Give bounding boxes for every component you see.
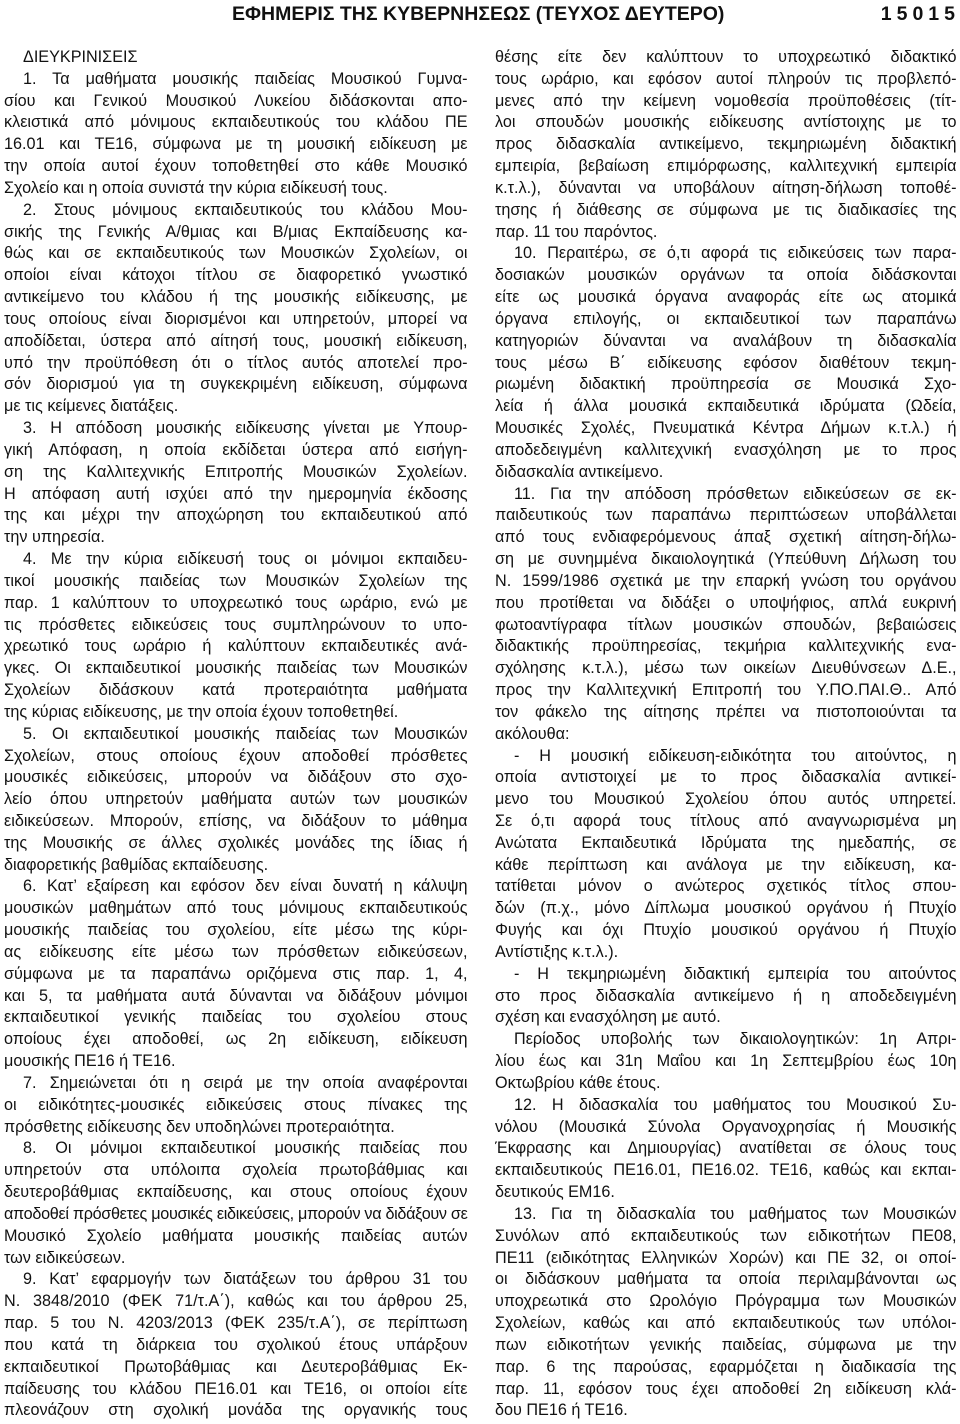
- text-line: [495, 374, 957, 396]
- text-line: [495, 1291, 957, 1313]
- text-line-content: Ν. 3848/2010 (ΦΕΚ 71/τ.Α΄), καθώς και του άρθρου 25,: [4, 1292, 468, 1311]
- text-line-content: τικοί μουσικής παιδείας των Μουσικών Σχολείων της: [4, 571, 468, 590]
- text-line: [495, 1357, 957, 1379]
- paragraph: [4, 418, 468, 549]
- paragraph: [495, 1029, 957, 1094]
- text-line-content: λίου έως και 31η Μαΐου και 1η Σεπτεμβρίου έως 10η: [495, 1052, 957, 1071]
- text-line-content: 5. Οι εκπαιδευτικοί μουσικής παιδείας των Μουσικών: [23, 724, 468, 743]
- text-line: [495, 876, 957, 898]
- text-line: [495, 986, 957, 1008]
- text-line-content: 3. Η απόδοση μουσικής ειδίκευσης γίνεται με Υπουρ-: [23, 419, 468, 438]
- text-line-content: παρ. 11 του παρόντος.: [495, 222, 658, 241]
- text-line-content: Έκφρασης και Δημιουργίας) ανατίθεται σε όλους τους: [495, 1139, 957, 1158]
- text-line: [495, 1095, 957, 1117]
- text-line-content: οι διδάσκουν μαθήματα τα οποία περιλαμβάνονται ως: [495, 1270, 957, 1289]
- text-line: [4, 178, 468, 200]
- text-line: [4, 1313, 468, 1335]
- text-line-content: στο προς διδασκαλία αντικείμενο ή η αποδεδειγμένη: [495, 986, 957, 1005]
- text-line: [4, 1379, 468, 1401]
- text-line-content: που κατά τη διάρκεια του σχολικού έτους υπάρξουν: [4, 1335, 468, 1354]
- text-line: [495, 702, 957, 724]
- text-line-content: οποίοι είναι κάτοχοι τίτλου σε διαφορετικό γνωστικό: [4, 266, 468, 285]
- text-line-content: ας ειδίκευσης είτε μέσω των πρόσθετων ειδικεύσεων,: [4, 942, 468, 961]
- text-line: [495, 1248, 957, 1270]
- text-line-content: 1. Τα μαθήματα μουσικής παιδείας Μουσικού Γυμνα-: [23, 69, 468, 88]
- text-line-content: διαφορετικής βαθμίδας εκπαίδευσης.: [4, 855, 269, 874]
- text-line-content: Περίοδος υποβολής των δικαιολογητικών: 1η Απρι-: [514, 1030, 957, 1049]
- text-line: [495, 1204, 957, 1226]
- text-line: [495, 855, 957, 877]
- left-column: [4, 47, 468, 1422]
- text-line-content: γκες. Οι εκπαιδευτικοί μουσικής παιδείας των Μουσικών: [4, 659, 468, 678]
- paragraph: [495, 746, 957, 964]
- text-line-content: νόλου (Μουσικά Σύνολα Οργανοχρησίας ή Μουσικής: [495, 1117, 957, 1136]
- text-line: [495, 593, 957, 615]
- paragraph: [4, 1269, 468, 1422]
- paragraph: [495, 1204, 957, 1422]
- section-heading: ΔΙΕΥΚΡΙΝΙΣΕΙΣ: [23, 48, 138, 66]
- paragraph: [4, 549, 468, 724]
- text-line: [4, 287, 468, 309]
- text-line-content: 4. Με την κύρια ειδίκευσή τους οι μόνιμοι εκπαιδευ-: [23, 550, 468, 569]
- text-line-content: κλειστικά από μόνιμους εκπαιδευτικούς του κλάδου ΠΕ: [4, 113, 468, 132]
- text-line-content: μουσικής παιδείας του σχολείου, είτε μέσω της κύρι-: [4, 921, 468, 940]
- text-line-content: πρόσθετης ειδίκευσης δεν υποδηλώνει προτεραιότητα.: [4, 1117, 395, 1136]
- text-line-content: παρ. 5 του Ν. 4203/2013 (ΦΕΚ 235/τ.Α΄), σε περίπτωση: [4, 1314, 468, 1333]
- text-line-content: είτε ως μουσικά όργανα αναφοράς είτε ως ατομικά: [495, 288, 957, 307]
- text-line: [4, 658, 468, 680]
- text-line: [4, 265, 468, 287]
- text-line: [495, 964, 957, 986]
- text-line-content: δοσιακών μουσικών οργάνων τα οποία διδάσκονται: [495, 266, 957, 285]
- text-line-content: Οκτωβρίου κάθε έτους.: [495, 1073, 661, 1092]
- text-line: [495, 331, 957, 353]
- paragraph: [495, 484, 957, 746]
- gazette-title: ΕΦΗΜΕΡΙΣ ΤΗΣ ΚΥΒΕΡΝΗΣΕΩΣ (ΤΕΥΧΟΣ ΔΕΥΤΕΡΟ): [232, 3, 725, 25]
- text-line: [495, 527, 957, 549]
- text-line-content: τις πρόσθετες ειδικεύσεις τους συμπληρώνουν το υπο-: [4, 615, 468, 634]
- text-line-content: κάθε περίπτωση και ανάλογα με την ειδίκευση, κα-: [495, 855, 957, 874]
- paragraph: [495, 47, 957, 243]
- text-line: [4, 1269, 468, 1291]
- text-line-content: Σχολείων, στους οποίους έχουν αποδοθεί πρόσθετες: [4, 746, 468, 765]
- text-line-content: ακόλουθα:: [495, 724, 570, 743]
- text-line-content: παρ. 11, εφόσον τους έχει αποδοθεί 2η ειδίκευση κλά-: [495, 1379, 957, 1398]
- text-line: [495, 265, 957, 287]
- text-line-content: ση με συνημμένα δικαιολογητικά (Υπεύθυνη Δήλωση του: [495, 550, 957, 569]
- paragraph: [4, 1138, 468, 1269]
- text-line-content: υποχρεωτικά στο Ωρολόγιο Πρόγραμμα των Μουσικών: [495, 1292, 957, 1311]
- text-line-content: την οποία αυτοί έχουν τοποθετηθεί στο κάθε Μουσικό: [4, 157, 468, 176]
- text-line: [495, 418, 957, 440]
- text-line: [4, 898, 468, 920]
- text-line: [495, 1138, 957, 1160]
- text-line-content: αποδεδειγμένη καλλιτεχνική ενασχόληση με το προς: [495, 440, 957, 459]
- paragraph: [4, 1073, 468, 1138]
- text-line-content: φωτοαντίγραφα τίτλων μουσικών σπουδών, βεβαιώσεις: [495, 615, 957, 634]
- text-line-content: σόν διορισμού για τη συγκεκριμένη ειδίκευση, σύμφωνα: [4, 375, 468, 394]
- text-line-content: διδακτικής προϋπηρεσίας, τεκμήρια καλλιτεχνικής ενα-: [495, 637, 957, 656]
- text-line-content: όργανα επιλογής, οι εκπαιδευτικοί των παραπάνω: [495, 309, 957, 328]
- text-line-content: εκπαιδευτικοί Πρωτοβάθμιας και Δευτεροβάθμιας Εκ-: [4, 1357, 468, 1376]
- paragraph: [4, 724, 468, 877]
- text-line: [495, 767, 957, 789]
- text-line: [495, 396, 957, 418]
- text-line-content: αποδοθεί πρόσθετες μουσικές ειδικεύσεις, μπορούν να διδάξουν σε: [4, 1204, 468, 1223]
- text-line: [4, 571, 468, 593]
- text-line: [495, 1400, 957, 1422]
- text-line: [495, 47, 957, 69]
- text-line-content: μουσικών μαθημάτων από τους μόνιμους εκπαιδευτικούς: [4, 899, 468, 918]
- text-line: [4, 1291, 468, 1313]
- text-line: [4, 505, 468, 527]
- text-line-content: θώς και σε εκπαιδευτικούς των Μουσικών Σχολείων, οι: [4, 244, 468, 263]
- text-line: [4, 243, 468, 265]
- text-line-content: σικής της Γενικής Α/θμιας και Β/μιας Εκπαίδευσης κα-: [4, 222, 468, 241]
- page-number: 15015: [880, 3, 960, 25]
- text-line: [495, 898, 957, 920]
- text-line: [495, 811, 957, 833]
- text-line-content: μουσικής ΠΕ16 ή ΤΕ16.: [4, 1052, 176, 1071]
- text-line-content: κατηγοριών δύνανται να αναλάβουν τη διδασκαλία: [495, 331, 957, 350]
- text-line-content: τησης ή διάθεσης σε σύμφωνα με τις διαδικασίες της: [495, 200, 957, 219]
- text-line: [495, 1379, 957, 1401]
- text-line: [4, 724, 468, 746]
- text-line: [4, 353, 468, 375]
- text-line: [4, 986, 468, 1008]
- text-line-content: προς διδασκαλία αντικείμενο, τεκμηριωμένη διδακτική: [495, 135, 957, 154]
- text-line: [4, 1095, 468, 1117]
- text-line: [4, 331, 468, 353]
- text-line: [4, 200, 468, 222]
- text-line: [4, 833, 468, 855]
- text-line-content: ΠΕ11 (ειδικότητας Ελληνικών Χορών) και ΠΕ 32, οι οποί-: [495, 1248, 957, 1267]
- paragraph: [4, 69, 468, 200]
- paragraph: [495, 243, 957, 483]
- text-line: [495, 920, 957, 942]
- text-line-content: γική Απόφαση, η οποία εκδίδεται ύστερα από εισήγη-: [4, 440, 468, 459]
- text-line-content: Ανώτατα Εκπαιδευτικά Ιδρύματα της ημεδαπής, σε: [495, 833, 957, 852]
- text-line-content: δευτικούς ΕΜ16.: [495, 1183, 615, 1202]
- text-line-content: σύμφωνα με τα παραπάνω οριζόμενα στις παρ. 1, 4,: [4, 964, 468, 983]
- text-line-content: Αντίστιξης κ.τ.λ.).: [495, 942, 619, 961]
- text-line-content: μουσικές ειδικεύσεις, μπορούν να διδάξουν στο σχο-: [4, 768, 468, 787]
- text-line: [4, 91, 468, 113]
- text-line: [495, 1335, 957, 1357]
- text-line-content: 6. Κατ’ εξαίρεση και εφόσον δεν είναι δυνατή η κάλυψη: [23, 877, 468, 896]
- text-line-content: οποίους έχει αποδοθεί, ως 2η ειδίκευση, ειδίκευση: [4, 1030, 468, 1049]
- text-line: [4, 1051, 468, 1073]
- text-line-content: Η απόφαση αυτή ισχύει από την ημερομηνία έκδοσης: [4, 484, 468, 503]
- text-line: [495, 222, 957, 244]
- text-line-content: εκπαιδευτικούς ΠΕ16.01, ΠΕ16.02. ΤΕ16, καθώς και εκπαι-: [495, 1161, 957, 1180]
- text-line: [4, 636, 468, 658]
- text-line: [495, 636, 957, 658]
- text-line: [495, 1269, 957, 1291]
- text-line: [495, 353, 957, 375]
- text-line-content: 16.01 και ΤΕ16, σύμφωνα με τη μουσική ειδίκευση με: [4, 135, 468, 154]
- text-line: [495, 243, 957, 265]
- text-line: [495, 724, 957, 746]
- text-line: [4, 811, 468, 833]
- text-line-content: μενο του Μουσικού Σχολείου όπου αυτός υπηρετεί.: [495, 790, 957, 809]
- text-line-content: παίδευσης του κλάδου ΠΕ16.01 και ΤΕ16, οι οποίοι είτε: [4, 1379, 468, 1398]
- text-line: [495, 1073, 957, 1095]
- text-line: [4, 1204, 468, 1226]
- text-line: [4, 942, 468, 964]
- text-line-content: της Μουσικής σε άλλες σχολικές μονάδες της ίδιας ή: [4, 833, 468, 852]
- text-line: [4, 1117, 468, 1139]
- text-line: [495, 615, 957, 637]
- text-line-content: - Η τεκμηριωμένη διδακτική εμπειρία του αιτούντος: [514, 964, 957, 983]
- text-line-content: Σχολείο και η οποία συνιστά την κύρια ειδίκευσή τους.: [4, 178, 388, 197]
- text-line-content: 7. Σημειώνεται ότι η σειρά με την οποία αναφέρονται: [23, 1073, 468, 1092]
- text-line-content: αντικείμενο του κλάδου ή της μουσικής ειδίκευσης, με: [4, 288, 468, 307]
- text-line-content: εμπειρία, βεβαίωση επιμόρφωσης, καλλιτεχνική εμπειρία: [495, 157, 957, 176]
- text-line: [495, 91, 957, 113]
- text-line-content: 10. Περαιτέρω, σε ό,τι αφορά τις ειδικεύσεις των παρα-: [514, 244, 957, 263]
- text-line: [495, 571, 957, 593]
- text-line: [495, 789, 957, 811]
- text-line: [4, 702, 468, 724]
- text-line-content: παρ. 6 της παρούσας, εφαρμόζεται η διαδικασία της: [495, 1357, 957, 1376]
- text-line: [4, 1357, 468, 1379]
- text-line: [4, 374, 468, 396]
- text-line: [495, 134, 957, 156]
- text-line-content: αποδίδεται, ύστερα από αίτησή τους, μουσική ειδίκευση,: [4, 331, 468, 350]
- text-line-content: πλεονάζουν στη σχολική μονάδα της οργανικής τους: [4, 1401, 468, 1420]
- text-line: [495, 200, 957, 222]
- text-line: [495, 658, 957, 680]
- text-line: [495, 69, 957, 91]
- text-line: [4, 549, 468, 571]
- text-line-content: τατίθεται μόνον ο ανώτερος σχετικός τίτλος σπου-: [495, 877, 957, 896]
- text-line: [4, 1007, 468, 1029]
- text-line-content: τον φάκελο της αίτησης πρέπει να πιστοποιούνται τα: [495, 702, 957, 721]
- text-line: [4, 462, 468, 484]
- text-line: [4, 134, 468, 156]
- text-line-content: Σχολείων, καθώς και από εκπαιδευτικούς των υπόλοι-: [495, 1314, 957, 1333]
- text-line-content: Ν. 1599/1986 σχετικά με την επαρκή γνώση του οργάνου: [495, 571, 957, 590]
- text-line-content: υπό την προϋπόθεση ότι ο τίτλος αυτός αποτελεί προ-: [4, 353, 468, 372]
- text-line: [4, 527, 468, 549]
- text-line-content: λοι σπουδών μουσικής ειδίκευσης αντίστοιχης με το: [495, 113, 957, 132]
- text-line-content: της κύριας ειδίκευσης, με την οποία έχουν τοποθετηθεί.: [4, 702, 399, 721]
- text-line: [495, 942, 957, 964]
- text-line: [4, 440, 468, 462]
- text-line: [4, 680, 468, 702]
- text-line: [4, 69, 468, 91]
- text-line: [495, 833, 957, 855]
- text-line-content: ση της Καλλιτεχνικής Επιτροπής Μουσικών Σχολείων.: [4, 462, 468, 481]
- text-line: [4, 396, 468, 418]
- paragraph: [495, 964, 957, 1029]
- text-line-content: Μουσικές Σχολές, Πνευματικά Κέντρα Δήμων κ.τ.λ.) ή: [495, 419, 957, 438]
- text-line: [4, 615, 468, 637]
- text-line: [4, 855, 468, 877]
- text-line: [4, 964, 468, 986]
- text-line-content: οι ειδικότητες-μουσικές ειδικεύσεις στους πίνακες της: [4, 1095, 468, 1114]
- text-line-content: λείο όπου υπηρετούν μαθήματα αυτών των μουσικών: [4, 790, 468, 809]
- text-line: [4, 920, 468, 942]
- text-line: [495, 1029, 957, 1051]
- text-line-content: 8. Οι μόνιμοι εκπαιδευτικοί μουσικής παιδείας που: [23, 1139, 468, 1158]
- text-line-content: από τους ενδιαφερόμενους άπαξ σχετική αίτηση-δήλω-: [495, 528, 957, 547]
- text-line-content: υπηρετούν στα υπόλοιπα σχολεία πρωτοβάθμιας και: [4, 1161, 468, 1180]
- text-line-content: χρεωτικό τους ωράριο ή καλύπτουν εκπαιδευτικές ανά-: [4, 637, 468, 656]
- text-line: [4, 418, 468, 440]
- text-line-content: Σε ό,τι αφορά τους τίτλους από αναγνωρισμένα μη: [495, 811, 957, 830]
- text-line-content: σχόλησης κ.τ.λ.), μέσω των οικείων Διευθύνσεων Δ.Ε.,: [495, 659, 957, 678]
- text-line: [4, 112, 468, 134]
- text-line: [4, 593, 468, 615]
- text-line-content: και 5, τα μαθήματα αυτά δύνανται να διδάξουν μόνιμοι: [4, 986, 468, 1005]
- text-line: [495, 1313, 957, 1335]
- text-line-content: την υπηρεσία.: [4, 528, 105, 547]
- text-line-content: παιδευτικούς των παραπάνω περιπτώσεων υποβάλλεται: [495, 506, 957, 525]
- text-line: [495, 309, 957, 331]
- text-line: [4, 1248, 468, 1270]
- text-line: [495, 156, 957, 178]
- text-line: [495, 1051, 957, 1073]
- paragraph: [495, 1095, 957, 1204]
- text-line: [495, 178, 957, 200]
- text-line: [4, 746, 468, 768]
- text-line-content: των ειδικεύσεων.: [4, 1248, 126, 1267]
- text-line: [4, 1335, 468, 1357]
- text-line: [4, 789, 468, 811]
- text-line: [4, 1138, 468, 1160]
- text-line: [495, 1226, 957, 1248]
- text-line: [4, 1073, 468, 1095]
- text-line-content: τους ωράριο, και εφόσον αυτοί πληρούν τις προβλεπό-: [495, 69, 957, 88]
- text-line-content: δευτεροβάθμιας εκπαίδευσης, και στους οποίους έχουν: [4, 1183, 468, 1202]
- text-line: [495, 746, 957, 768]
- paragraph: [4, 876, 468, 1072]
- text-line: [4, 1160, 468, 1182]
- text-line: [495, 1117, 957, 1139]
- text-line: [495, 440, 957, 462]
- text-line-content: Σχολείων διδάσκουν κατά προτεραιότητα μαθήματα: [4, 681, 468, 700]
- text-line-content: της και μέχρι την αποχώρηση του εκπαιδευτικού από: [4, 506, 468, 525]
- text-line: [4, 1182, 468, 1204]
- paragraph: [4, 200, 468, 418]
- text-line: [495, 287, 957, 309]
- text-line-content: τους μέσω Β΄ ειδίκευσης εφόσον διαθέτουν τεκμη-: [495, 353, 957, 372]
- text-line: [4, 222, 468, 244]
- text-line: [4, 309, 468, 331]
- text-line-content: οποία αντιστοιχεί με το προς διδασκαλία αντικεί-: [495, 768, 957, 787]
- text-line-content: σίου και Γενικού Μουσικού Λυκείου διδάσκονται απο-: [4, 91, 468, 110]
- text-line: [4, 1226, 468, 1248]
- text-line-content: διδασκαλία αντικείμενο.: [495, 462, 664, 481]
- right-column: [495, 47, 957, 1422]
- text-line-content: Συνόλων από εκπαιδευτικούς των ειδικοτήτων ΠΕ08,: [495, 1226, 957, 1245]
- text-line-content: με τις κείμενες διατάξεις.: [4, 397, 179, 416]
- text-line: [495, 549, 957, 571]
- text-line-content: που προτίθεται να διδάξει ο υποψήφιος, απλά ευκρινή: [495, 593, 957, 612]
- text-line: [495, 505, 957, 527]
- text-line: [4, 767, 468, 789]
- text-line: [4, 484, 468, 506]
- text-line: [495, 680, 957, 702]
- text-line-content: 2. Στους μόνιμους εκπαιδευτικούς του κλάδου Μου-: [23, 200, 468, 219]
- text-line: [4, 1400, 468, 1422]
- text-line: [495, 1160, 957, 1182]
- text-line-content: θέσης είτε δεν καλύπτουν το υποχρεωτικό διδακτικό: [495, 48, 957, 66]
- text-line: [495, 1007, 957, 1029]
- text-line-content: τους οποίους είναι διορισμένοι και υπηρετούν, μπορεί να: [4, 309, 468, 328]
- text-line: [4, 156, 468, 178]
- text-line: [495, 1182, 957, 1204]
- text-line-content: λεία ή άλλα μουσικά εκπαιδευτικά ιδρύματα (Ωδεία,: [495, 397, 957, 416]
- text-line-content: 13. Για τη διδασκαλία του μαθήματος των Μουσικών: [514, 1204, 957, 1223]
- text-line-content: Μουσικό Σχολείο μαθήματα μουσικής παιδείας αυτών: [4, 1226, 468, 1245]
- text-line-content: ριωμένη διδακτική προϋπηρεσία σε Μουσικά Σχο-: [495, 375, 957, 394]
- text-line: [495, 462, 957, 484]
- text-line: [4, 876, 468, 898]
- text-line: [495, 112, 957, 134]
- text-line-content: κ.τ.λ.), δύνανται να υποβάλουν αίτηση-δήλωση τοποθέ-: [495, 178, 957, 197]
- text-line-content: ειδικεύσεων. Μπορούν, επίσης, να διδάξουν το μάθημα: [4, 811, 468, 830]
- text-line-content: 9. Κατ’ εφαρμογήν των διατάξεων του άρθρου 31 του: [23, 1270, 468, 1289]
- text-line: [495, 484, 957, 506]
- text-line-content: Φυγής και όχι Πτυχίο μουσικού οργάνου ή Πτυχίο: [495, 921, 957, 940]
- text-line-content: 11. Για την απόδοση πρόσθετων ειδικεύσεων σε εκ-: [514, 484, 957, 503]
- text-line-content: παρ. 1 καλύπτουν το υποχρεωτικό τους ωράριο, ενώ με: [4, 593, 468, 612]
- text-line-content: 12. Η διδασκαλία του μαθήματος του Μουσικού Συ-: [514, 1095, 957, 1114]
- text-line-content: προς την Καλλιτεχνική Επιτροπή του Υ.ΠΟ.ΠΑΙ.Θ.. Από: [495, 681, 957, 700]
- text-line-content: δών (π.χ., μόνο Δίπλωμα μουσικού οργάνου ή Πτυχίο: [495, 899, 957, 918]
- text-line-content: μενες από την κείμενη νομοθεσία προϋποθέσεις (τίτ-: [495, 91, 957, 110]
- text-line-content: δου ΠΕ16 ή ΤΕ16.: [495, 1401, 628, 1420]
- text-line-content: εκπαιδευτικοί γενικής παιδείας του σχολείου στους: [4, 1008, 468, 1027]
- text-line-content: σχέση και ενασχόληση με αυτό.: [495, 1008, 721, 1027]
- text-line: [4, 1029, 468, 1051]
- text-line-content: - Η μουσική ειδίκευση-ειδικότητα του αιτούντος, η: [514, 746, 957, 765]
- text-line-content: πων ειδικοτήτων γενικής παιδείας, σύμφωνα με την: [495, 1335, 957, 1354]
